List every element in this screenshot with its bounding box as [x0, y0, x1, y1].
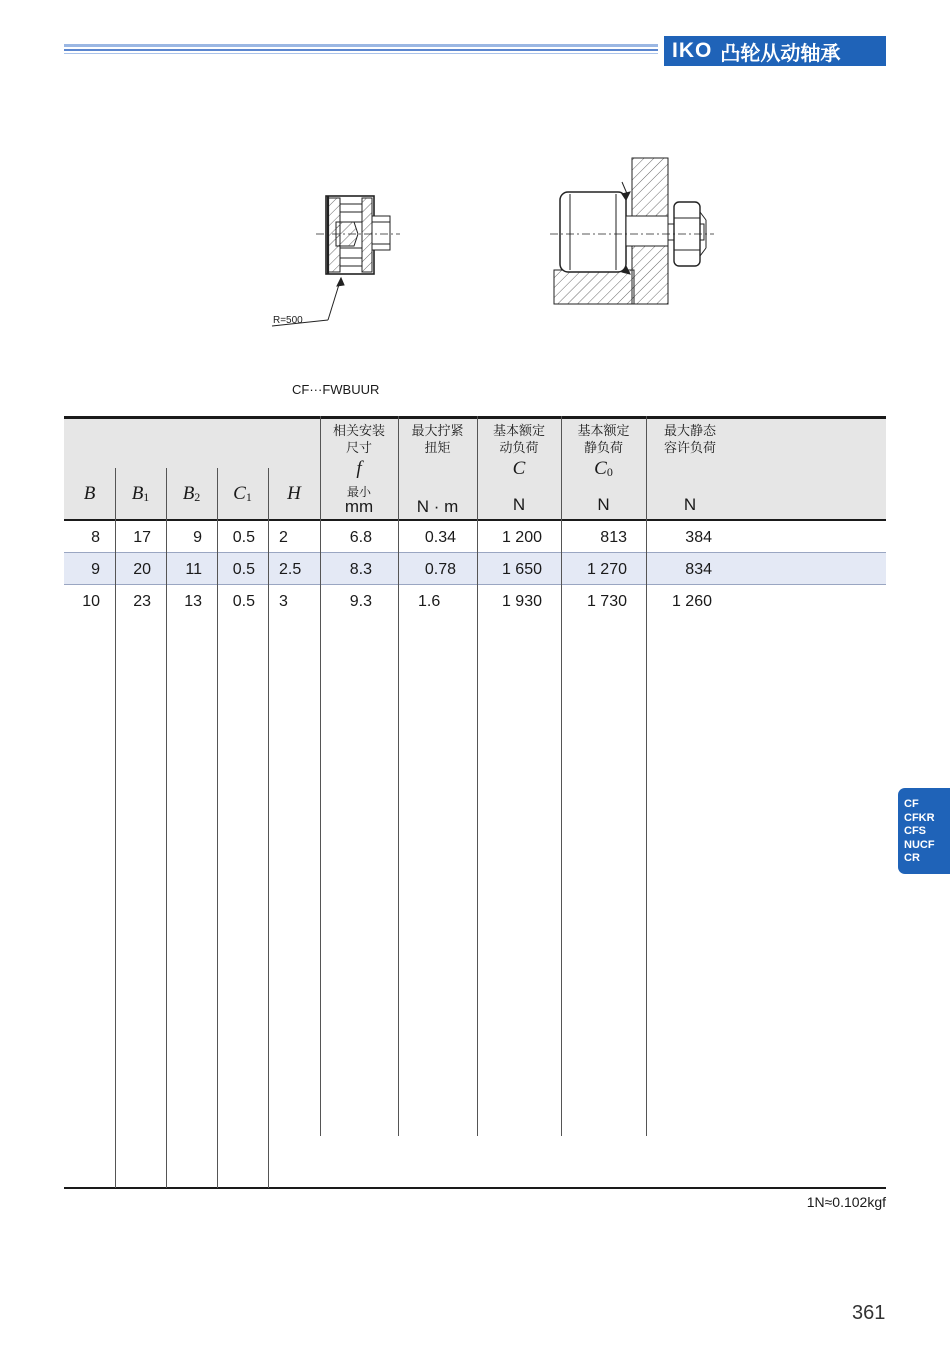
- cell-b2: 13: [184, 593, 202, 610]
- header-c-unit: N: [512, 495, 526, 514]
- table-bottom-rule: [64, 1187, 886, 1189]
- header-c0-unit: N: [597, 495, 610, 514]
- section-tab-item: CFKR: [904, 811, 935, 824]
- header-torque-unit: N · m: [416, 497, 459, 516]
- header-f-sublabel: 最小: [346, 485, 371, 499]
- cell-c0: 813: [600, 529, 627, 546]
- header-torque-label-2: 扭矩: [424, 440, 451, 455]
- header-b1-symbol: $B_1$: [131, 483, 150, 504]
- brand-logo: IKO: [672, 39, 713, 62]
- cell-static: 384: [685, 529, 712, 546]
- cell-b1: 23: [133, 593, 151, 610]
- section-tab-item: CFS: [904, 825, 926, 838]
- unit-conversion-note: 1N≈0.102kgf: [806, 1194, 886, 1210]
- header-f-unit: mm: [344, 497, 374, 516]
- cell-b: 10: [82, 593, 100, 610]
- header-c1-symbol: $C_1$: [233, 483, 252, 504]
- header-c-label-1: 基本额定: [492, 423, 545, 438]
- header-static-label-1: 最大静态: [663, 423, 716, 438]
- header-title: 凸轮从动轴承: [720, 42, 841, 65]
- section-tab-item: CR: [904, 852, 920, 865]
- header-torque-label-1: 最大拧紧: [411, 423, 464, 438]
- cell-static: 1 260: [671, 593, 712, 610]
- section-tab[interactable]: [898, 788, 950, 874]
- header-c0-symbol: $C_0$: [594, 458, 613, 479]
- cell-c0: 1 730: [586, 593, 627, 610]
- cell-torque: 1.6: [418, 593, 441, 610]
- header-static-label-2: 容许负荷: [663, 440, 716, 455]
- bearing-section-drawing: [272, 196, 400, 326]
- header-f-label-1: 相关安装: [332, 423, 385, 438]
- dimension-table: [64, 416, 886, 1190]
- cell-c1: 0.5: [232, 561, 255, 578]
- bearing-drawings: [0, 0, 950, 400]
- table-top-rule: [64, 416, 886, 419]
- header-static-unit: N: [683, 495, 697, 514]
- cell-c1: 0.5: [232, 593, 255, 610]
- table-header-rule: [64, 519, 886, 521]
- page-number: 361: [852, 1302, 886, 1324]
- cell-c: 1 930: [501, 593, 542, 610]
- cell-torque: 0.34: [424, 529, 456, 546]
- cell-h: 2.5: [279, 561, 302, 578]
- header-c-symbol: C: [512, 458, 526, 479]
- cell-b: 8: [91, 529, 100, 546]
- cell-b1: 17: [133, 529, 151, 546]
- header-c-label-2: 动负荷: [499, 440, 539, 455]
- cell-b2: 11: [185, 561, 202, 578]
- cell-c1: 0.5: [232, 529, 255, 546]
- col-divider: [268, 468, 269, 1188]
- cell-c: 1 200: [501, 529, 542, 546]
- header-c0-label-2: 静负荷: [583, 440, 623, 455]
- cell-f: 9.3: [349, 593, 372, 610]
- cell-b: 9: [91, 561, 100, 578]
- section-tab-item: CF: [904, 798, 919, 810]
- header-c0-label-1: 基本额定: [577, 423, 630, 438]
- cell-h: 2: [279, 529, 288, 546]
- cell-static: 834: [685, 561, 712, 578]
- cell-b1: 20: [133, 561, 151, 578]
- cell-torque: 0.78: [424, 561, 456, 578]
- mounted-bearing-drawing: [550, 158, 714, 304]
- section-tab-item: NUCF: [904, 838, 935, 851]
- cell-f: 6.8: [349, 529, 372, 546]
- cell-f: 8.3: [349, 561, 372, 578]
- radius-label: R=500: [273, 315, 303, 326]
- header-f-label-2: 尺寸: [345, 440, 372, 455]
- header-h-symbol: H: [287, 483, 301, 504]
- header-b2-symbol: $B_2$: [182, 483, 201, 504]
- series-label: CF···FWBUUR: [292, 382, 380, 397]
- cell-c0: 1 270: [586, 561, 627, 578]
- cell-c: 1 650: [501, 561, 542, 578]
- header-b-symbol: B: [83, 483, 96, 504]
- cell-h: 3: [279, 593, 288, 610]
- header-f-symbol: f: [356, 458, 362, 479]
- cell-b2: 9: [193, 529, 202, 546]
